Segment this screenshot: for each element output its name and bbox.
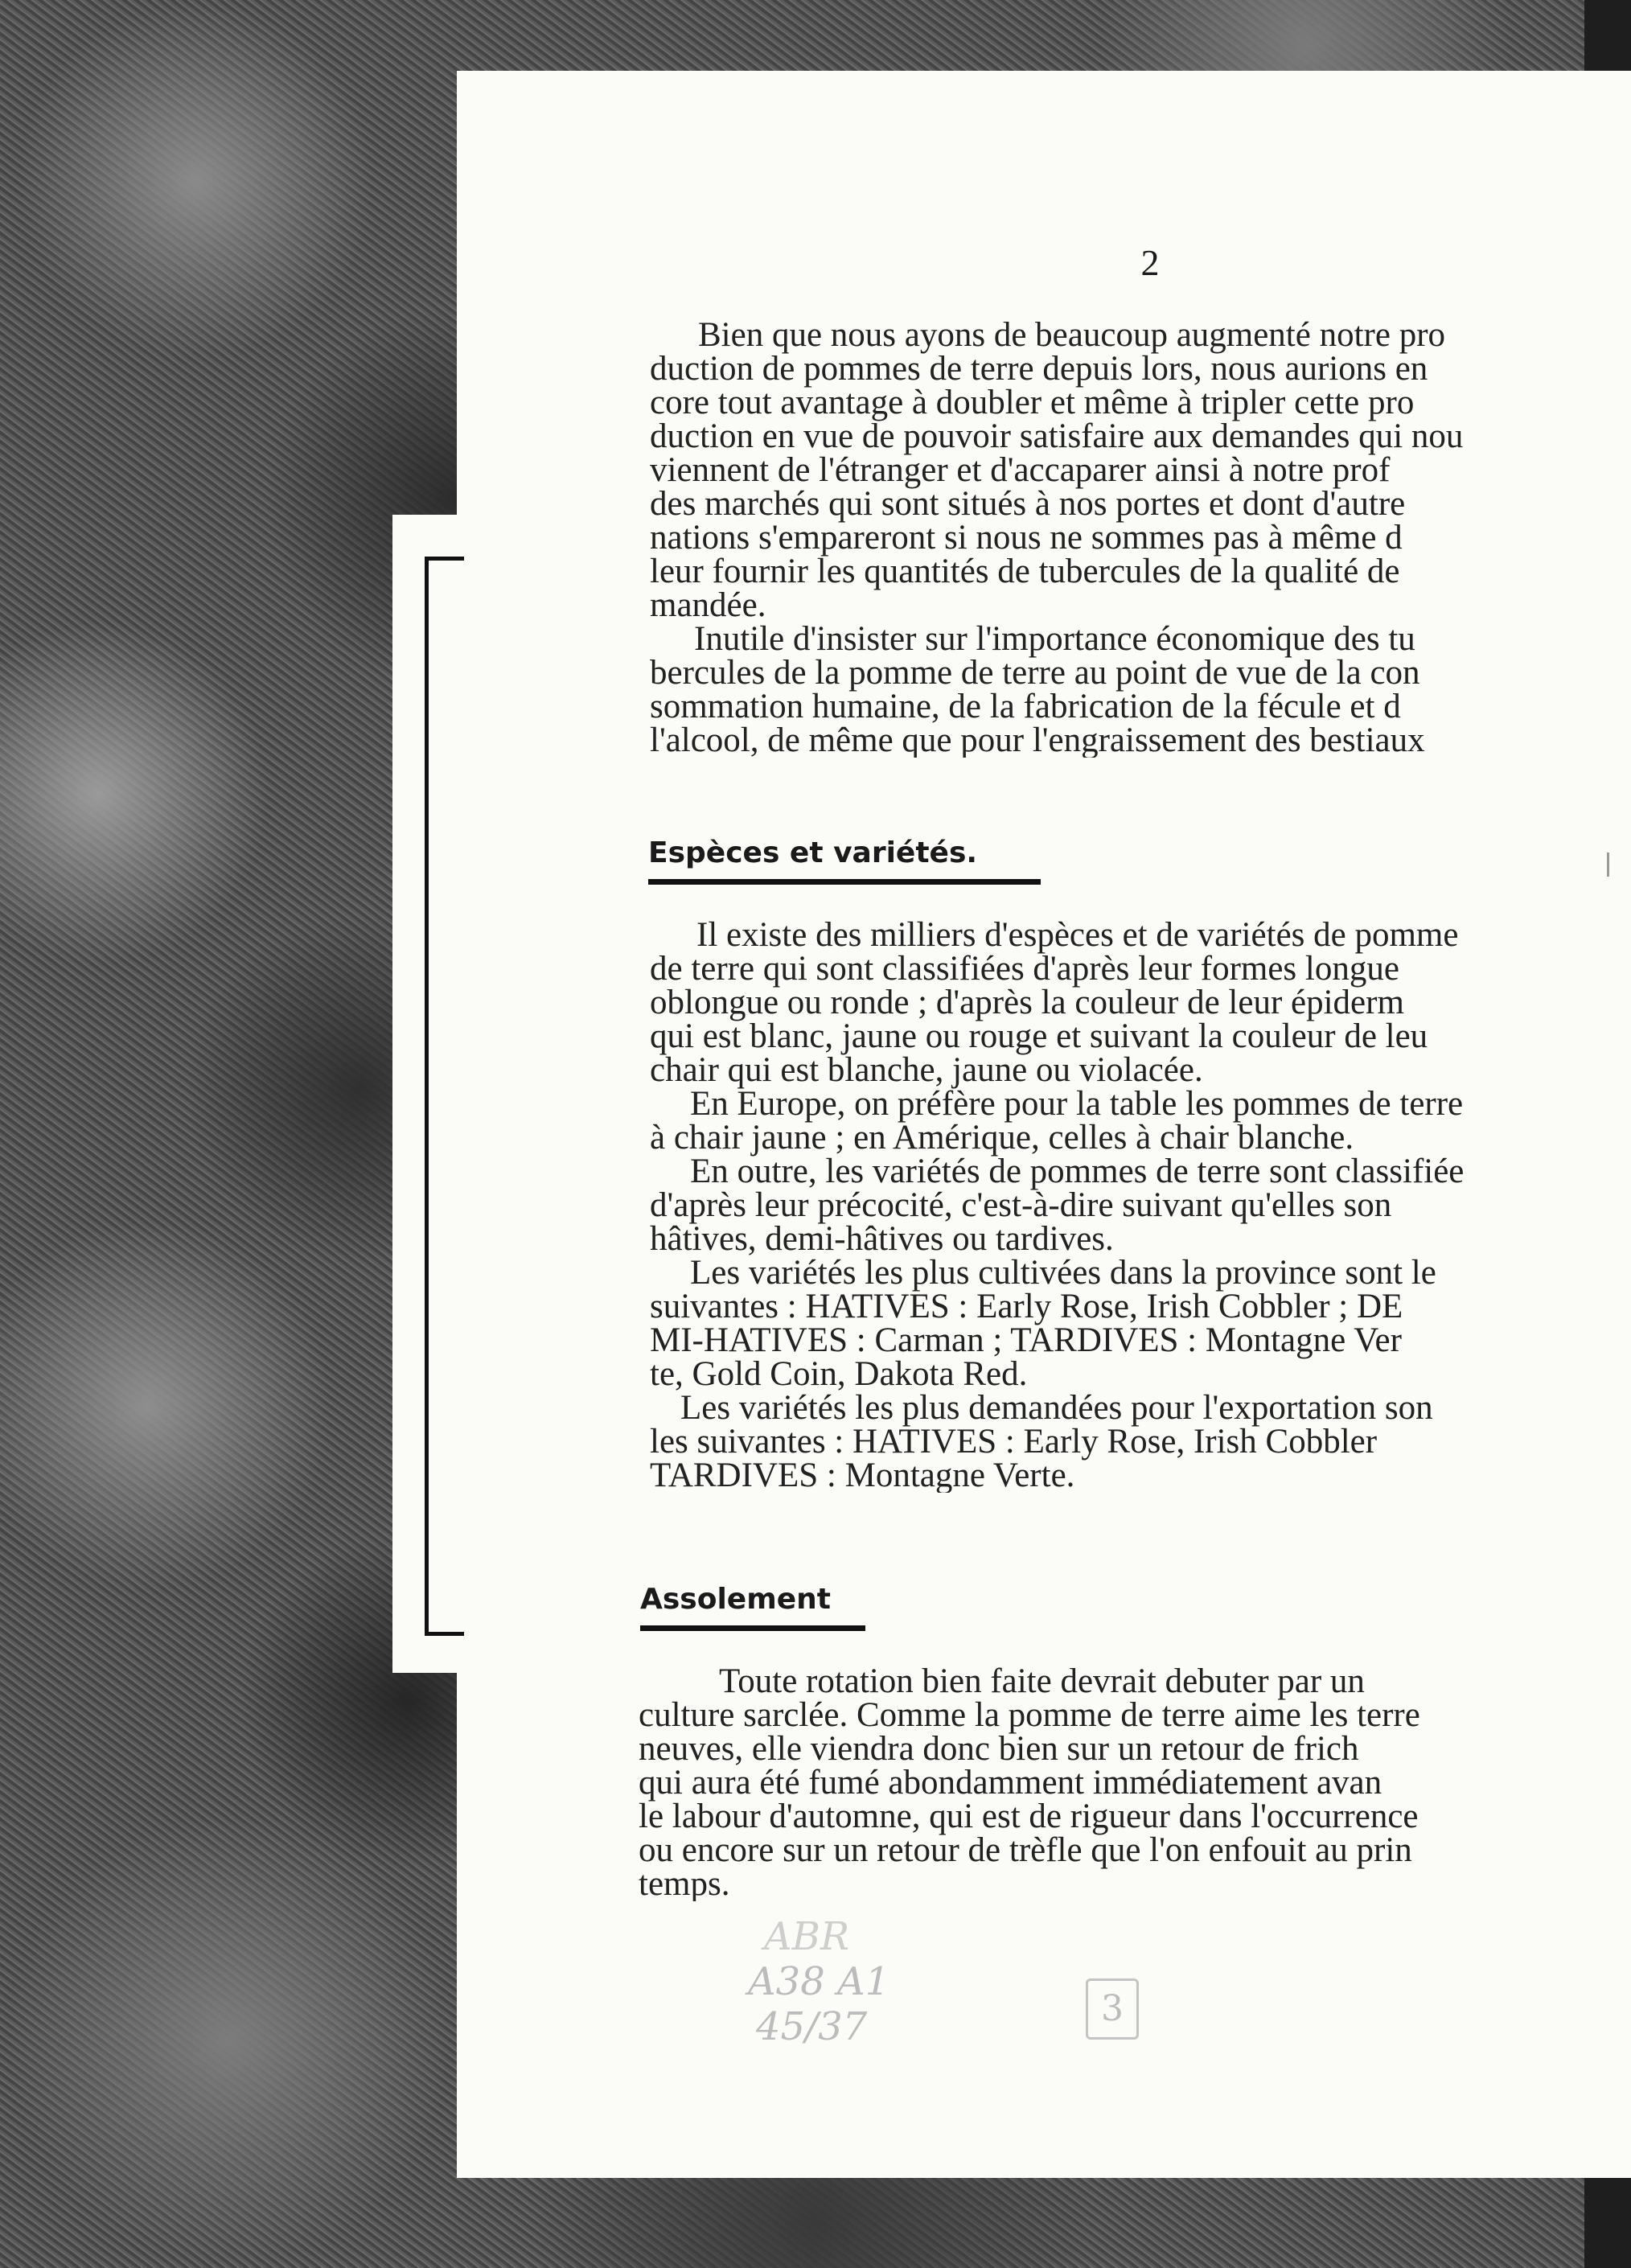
text-line: des marchés qui sont situés à nos portes et dont d'autre bbox=[650, 485, 1406, 523]
text-line: duction en vue de pouvoir satisfaire aux demandes qui nou bbox=[650, 417, 1464, 455]
text-line: suivantes : HATIVES : Early Rose, Irish Cobbler ; DE bbox=[650, 1288, 1403, 1325]
text-line: core tout avantage à doubler et même à tripler cette pro bbox=[650, 384, 1415, 421]
text-line: qui est blanc, jaune ou rouge et suivant la couleur de leu bbox=[650, 1017, 1428, 1055]
text-line: leur fournir les quantités de tubercules de la qualité de bbox=[650, 553, 1400, 590]
annotation-line: A38 A1 bbox=[748, 1959, 890, 2004]
text-line: En Europe, on préfère pour la table les pommes de terre bbox=[690, 1085, 1464, 1123]
assolement-paragraphs bbox=[639, 1665, 1631, 1901]
page-number: 2 bbox=[1140, 242, 1160, 283]
text-line: temps. bbox=[639, 1865, 730, 1901]
text-line: nations s'empareront si nous ne sommes pas à même d bbox=[650, 519, 1403, 557]
text-line: neuves, elle viendra donc bien sur un retour de frich bbox=[639, 1730, 1359, 1768]
margin-bracket bbox=[425, 557, 464, 1636]
annotation-line: 45/37 bbox=[756, 2004, 868, 2049]
pencil-box-annotation: 3 bbox=[1086, 1978, 1139, 2040]
text-line: hâtives, demi-hâtives ou tardives. bbox=[650, 1220, 1114, 1258]
annotation-line: ABR bbox=[764, 1914, 850, 1959]
text-line: de terre qui sont classifiées d'après leur formes longue bbox=[650, 950, 1399, 988]
text-line: Les variétés les plus demandées pour l'exportation son bbox=[680, 1389, 1433, 1427]
text-line: l'alcool, de même que pour l'engraissement des bestiaux bbox=[650, 721, 1425, 758]
text-line: qui aura été fumé abondamment immédiatement avan bbox=[639, 1764, 1382, 1802]
text-line: En outre, les variétés de pommes de terre sont classifiée bbox=[690, 1152, 1465, 1190]
text-line: mandée. bbox=[650, 586, 766, 624]
section-heading-assolement: Assolement bbox=[640, 1583, 865, 1631]
text-line: oblongue ou ronde ; d'après la couleur de leur épiderm bbox=[650, 984, 1404, 1021]
text-line: ou encore sur un retour de trèfle que l'on enfouit au prin bbox=[639, 1831, 1412, 1869]
text-line: viennent de l'étranger et d'accaparer ainsi à notre prof bbox=[650, 451, 1391, 489]
text-line: sommation humaine, de la fabrication de la fécule et d bbox=[650, 688, 1401, 725]
text-line: culture sarclée. Comme la pomme de terre aime les terre bbox=[639, 1696, 1420, 1734]
text-line: d'après leur précocité, c'est-à-dire suivant qu'elles son bbox=[650, 1186, 1392, 1224]
text-line: chair qui est blanche, jaune ou violacée. bbox=[650, 1051, 1203, 1089]
text-line: Les variétés les plus cultivées dans la province sont le bbox=[690, 1254, 1436, 1292]
text-line: Inutile d'insister sur l'importance économique des tu bbox=[694, 620, 1415, 658]
section-heading-especes: Espèces et variétés. bbox=[648, 836, 1041, 885]
text-line: Il existe des milliers d'espèces et de variétés de pomme bbox=[696, 918, 1459, 954]
text-line: Bien que nous ayons de beaucoup augmenté notre pro bbox=[698, 318, 1446, 354]
text-line: à chair jaune ; en Amérique, celles à chair blanche. bbox=[650, 1119, 1354, 1157]
text-line: le labour d'automne, qui est de rigueur dans l'occurrence bbox=[639, 1798, 1419, 1835]
especes-paragraphs bbox=[650, 918, 1631, 1493]
intro-paragraphs bbox=[650, 318, 1631, 758]
text-line: Toute rotation bien faite devrait debuter par un bbox=[719, 1665, 1365, 1700]
text-line: les suivantes : HATIVES : Early Rose, Irish Cobbler bbox=[650, 1423, 1378, 1461]
text-line: TARDIVES : Montagne Verte. bbox=[650, 1457, 1075, 1493]
scan-speck bbox=[1607, 853, 1609, 877]
text-line: duction de pommes de terre depuis lors, nous aurions en bbox=[650, 350, 1428, 388]
text-line: bercules de la pomme de terre au point de vue de la con bbox=[650, 654, 1420, 692]
text-line: te, Gold Coin, Dakota Red. bbox=[650, 1355, 1028, 1393]
pencil-annotation bbox=[748, 1914, 889, 2049]
text-line: MI-HATIVES : Carman ; TARDIVES : Montagne Ver bbox=[650, 1321, 1402, 1359]
